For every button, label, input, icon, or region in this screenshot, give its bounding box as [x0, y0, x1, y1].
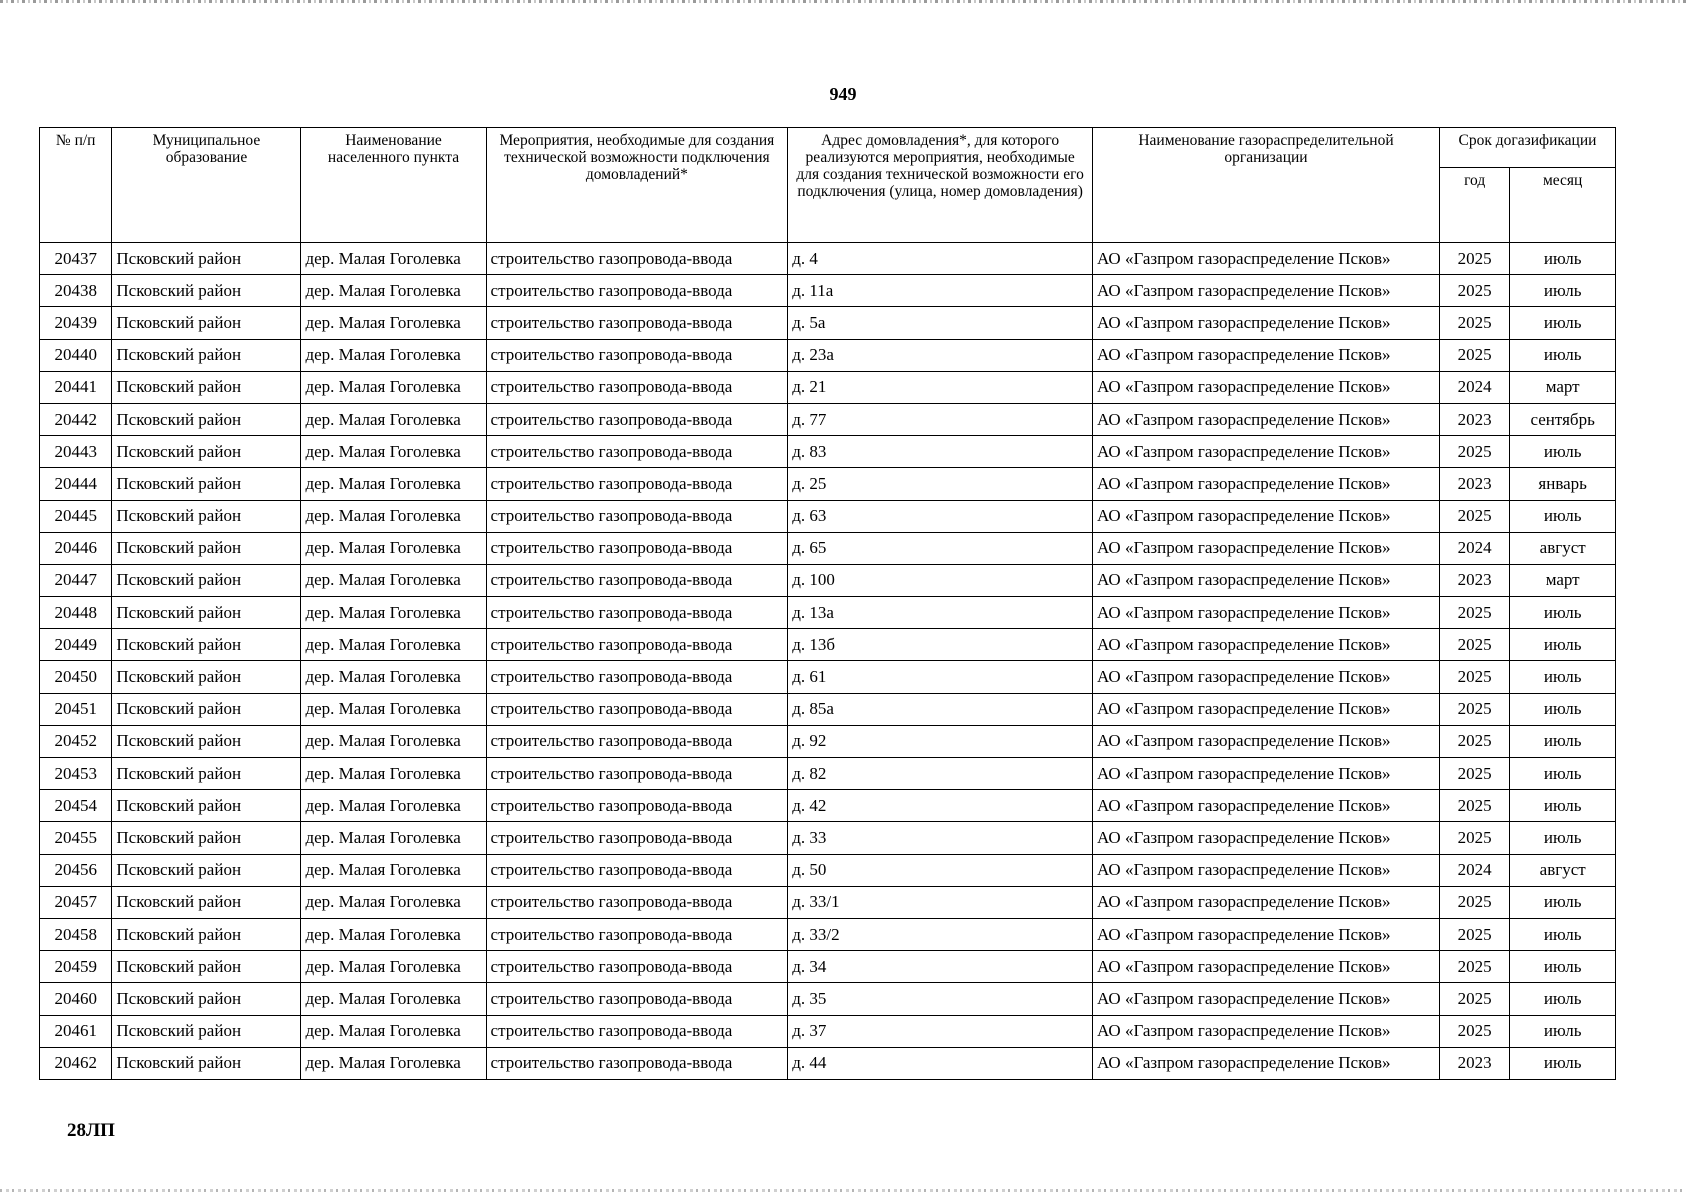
cell-address: д. 35 [788, 983, 1093, 1015]
cell-municipality: Псковский район [112, 758, 301, 790]
cell-municipality: Псковский район [112, 1015, 301, 1047]
cell-month: март [1510, 564, 1616, 596]
table-row [40, 500, 1616, 532]
cell-activity: строительство газопровода-ввода [486, 918, 788, 950]
cell-year: 2023 [1439, 468, 1509, 500]
cell-num: 20455 [40, 822, 112, 854]
cell-municipality: Псковский район [112, 822, 301, 854]
cell-address: д. 13а [788, 597, 1093, 629]
cell-month: июль [1510, 886, 1616, 918]
cell-activity: строительство газопровода-ввода [486, 371, 788, 403]
cell-organization: АО «Газпром газораспределение Псков» [1092, 436, 1439, 468]
cell-num: 20441 [40, 371, 112, 403]
cell-settlement: дер. Малая Гоголевка [301, 243, 486, 275]
cell-activity: строительство газопровода-ввода [486, 854, 788, 886]
cell-organization: АО «Газпром газораспределение Псков» [1092, 339, 1439, 371]
cell-settlement: дер. Малая Гоголевка [301, 371, 486, 403]
cell-address: д. 37 [788, 1015, 1093, 1047]
cell-municipality: Псковский район [112, 790, 301, 822]
table-row [40, 597, 1616, 629]
cell-municipality: Псковский район [112, 243, 301, 275]
cell-year: 2025 [1439, 918, 1509, 950]
cell-address: д. 100 [788, 564, 1093, 596]
header-settlement: Наименование населенного пункта [301, 128, 486, 243]
cell-settlement: дер. Малая Гоголевка [301, 854, 486, 886]
cell-settlement: дер. Малая Гоголевка [301, 822, 486, 854]
cell-settlement: дер. Малая Гоголевка [301, 436, 486, 468]
table-row [40, 629, 1616, 661]
cell-activity: строительство газопровода-ввода [486, 983, 788, 1015]
cell-activity: строительство газопровода-ввода [486, 307, 788, 339]
cell-address: д. 11а [788, 275, 1093, 307]
table-row [40, 275, 1616, 307]
cell-year: 2025 [1439, 243, 1509, 275]
cell-year: 2025 [1439, 629, 1509, 661]
header-activities: Мероприятия, необходимые для создания технической возможности подключения домовладений* [486, 128, 788, 243]
cell-municipality: Псковский район [112, 693, 301, 725]
cell-municipality: Псковский район [112, 983, 301, 1015]
cell-num: 20456 [40, 854, 112, 886]
cell-municipality: Псковский район [112, 468, 301, 500]
cell-num: 20459 [40, 951, 112, 983]
cell-num: 20461 [40, 1015, 112, 1047]
cell-num: 20442 [40, 403, 112, 435]
cell-activity: строительство газопровода-ввода [486, 629, 788, 661]
cell-address: д. 44 [788, 1047, 1093, 1079]
cell-month: июль [1510, 822, 1616, 854]
cell-month: июль [1510, 918, 1616, 950]
cell-month: июль [1510, 436, 1616, 468]
cell-address: д. 83 [788, 436, 1093, 468]
cell-settlement: дер. Малая Гоголевка [301, 597, 486, 629]
cell-num: 20460 [40, 983, 112, 1015]
cell-municipality: Псковский район [112, 1047, 301, 1079]
table-row [40, 1047, 1616, 1079]
cell-activity: строительство газопровода-ввода [486, 725, 788, 757]
cell-activity: строительство газопровода-ввода [486, 436, 788, 468]
cell-municipality: Псковский район [112, 597, 301, 629]
cell-year: 2025 [1439, 597, 1509, 629]
table-row [40, 854, 1616, 886]
cell-num: 20437 [40, 243, 112, 275]
header-year: год [1439, 168, 1509, 243]
cell-num: 20454 [40, 790, 112, 822]
table-row [40, 983, 1616, 1015]
cell-month: январь [1510, 468, 1616, 500]
cell-organization: АО «Газпром газораспределение Псков» [1092, 597, 1439, 629]
cell-month: июль [1510, 725, 1616, 757]
cell-num: 20457 [40, 886, 112, 918]
cell-month: июль [1510, 275, 1616, 307]
cell-month: июль [1510, 693, 1616, 725]
cell-month: июль [1510, 1047, 1616, 1079]
table-row [40, 725, 1616, 757]
cell-municipality: Псковский район [112, 307, 301, 339]
cell-organization: АО «Газпром газораспределение Псков» [1092, 822, 1439, 854]
cell-num: 20458 [40, 918, 112, 950]
table-row [40, 468, 1616, 500]
cell-municipality: Псковский район [112, 918, 301, 950]
cell-settlement: дер. Малая Гоголевка [301, 790, 486, 822]
cell-num: 20443 [40, 436, 112, 468]
cell-activity: строительство газопровода-ввода [486, 275, 788, 307]
cell-year: 2025 [1439, 822, 1509, 854]
cell-month: июль [1510, 951, 1616, 983]
header-address: Адрес домовладения*, для которого реализуются мероприятия, необходимые для создания технической возможности его подключения (улица, номер домовладения) [788, 128, 1093, 243]
cell-settlement: дер. Малая Гоголевка [301, 307, 486, 339]
cell-municipality: Псковский район [112, 661, 301, 693]
cell-settlement: дер. Малая Гоголевка [301, 500, 486, 532]
cell-municipality: Псковский район [112, 951, 301, 983]
table-row [40, 790, 1616, 822]
cell-year: 2025 [1439, 436, 1509, 468]
table-row [40, 758, 1616, 790]
cell-organization: АО «Газпром газораспределение Псков» [1092, 468, 1439, 500]
cell-organization: АО «Газпром газораспределение Псков» [1092, 307, 1439, 339]
cell-address: д. 5а [788, 307, 1093, 339]
cell-address: д. 33 [788, 822, 1093, 854]
cell-year: 2025 [1439, 725, 1509, 757]
cell-organization: АО «Газпром газораспределение Псков» [1092, 758, 1439, 790]
cell-year: 2025 [1439, 790, 1509, 822]
cell-year: 2025 [1439, 339, 1509, 371]
cell-organization: АО «Газпром газораспределение Псков» [1092, 629, 1439, 661]
cell-organization: АО «Газпром газораспределение Псков» [1092, 918, 1439, 950]
table-header [40, 128, 1616, 243]
cell-settlement: дер. Малая Гоголевка [301, 661, 486, 693]
cell-activity: строительство газопровода-ввода [486, 564, 788, 596]
table-row [40, 436, 1616, 468]
cell-month: июль [1510, 758, 1616, 790]
cell-municipality: Псковский район [112, 886, 301, 918]
cell-settlement: дер. Малая Гоголевка [301, 886, 486, 918]
cell-num: 20445 [40, 500, 112, 532]
cell-organization: АО «Газпром газораспределение Псков» [1092, 371, 1439, 403]
table-row [40, 307, 1616, 339]
cell-activity: строительство газопровода-ввода [486, 758, 788, 790]
cell-activity: строительство газопровода-ввода [486, 822, 788, 854]
cell-activity: строительство газопровода-ввода [486, 951, 788, 983]
cell-num: 20462 [40, 1047, 112, 1079]
header-municipality: Муниципальное образование [112, 128, 301, 243]
cell-year: 2024 [1439, 532, 1509, 564]
cell-num: 20453 [40, 758, 112, 790]
cell-year: 2023 [1439, 1047, 1509, 1079]
table-row [40, 1015, 1616, 1047]
cell-settlement: дер. Малая Гоголевка [301, 693, 486, 725]
cell-organization: АО «Газпром газораспределение Псков» [1092, 661, 1439, 693]
cell-organization: АО «Газпром газораспределение Псков» [1092, 790, 1439, 822]
cell-municipality: Псковский район [112, 436, 301, 468]
cell-address: д. 33/1 [788, 886, 1093, 918]
scan-edge-top [0, 0, 1686, 3]
cell-year: 2023 [1439, 564, 1509, 596]
cell-municipality: Псковский район [112, 532, 301, 564]
cell-settlement: дер. Малая Гоголевка [301, 468, 486, 500]
cell-num: 20449 [40, 629, 112, 661]
cell-municipality: Псковский район [112, 403, 301, 435]
header-month: месяц [1510, 168, 1616, 243]
cell-month: июль [1510, 307, 1616, 339]
cell-address: д. 42 [788, 790, 1093, 822]
page-number: 949 [829, 84, 857, 104]
cell-settlement: дер. Малая Гоголевка [301, 629, 486, 661]
cell-num: 20446 [40, 532, 112, 564]
cell-municipality: Псковский район [112, 564, 301, 596]
cell-month: август [1510, 854, 1616, 886]
cell-organization: АО «Газпром газораспределение Псков» [1092, 983, 1439, 1015]
cell-year: 2025 [1439, 758, 1509, 790]
cell-address: д. 50 [788, 854, 1093, 886]
table-row [40, 564, 1616, 596]
gasification-table [39, 127, 1616, 1080]
cell-month: июль [1510, 983, 1616, 1015]
cell-address: д. 61 [788, 661, 1093, 693]
cell-num: 20439 [40, 307, 112, 339]
cell-activity: строительство газопровода-ввода [486, 790, 788, 822]
cell-address: д. 23а [788, 339, 1093, 371]
cell-month: июль [1510, 661, 1616, 693]
scan-edge-bottom [0, 1189, 1686, 1192]
cell-num: 20447 [40, 564, 112, 596]
cell-year: 2025 [1439, 500, 1509, 532]
cell-activity: строительство газопровода-ввода [486, 243, 788, 275]
cell-activity: строительство газопровода-ввода [486, 1015, 788, 1047]
cell-settlement: дер. Малая Гоголевка [301, 951, 486, 983]
cell-municipality: Псковский район [112, 500, 301, 532]
cell-num: 20448 [40, 597, 112, 629]
cell-settlement: дер. Малая Гоголевка [301, 403, 486, 435]
cell-address: д. 25 [788, 468, 1093, 500]
cell-settlement: дер. Малая Гоголевка [301, 275, 486, 307]
cell-settlement: дер. Малая Гоголевка [301, 339, 486, 371]
cell-num: 20444 [40, 468, 112, 500]
cell-activity: строительство газопровода-ввода [486, 886, 788, 918]
table-row [40, 822, 1616, 854]
header-num: № п/п [40, 128, 112, 243]
cell-organization: АО «Газпром газораспределение Псков» [1092, 564, 1439, 596]
cell-month: июль [1510, 500, 1616, 532]
cell-year: 2025 [1439, 951, 1509, 983]
cell-address: д. 65 [788, 532, 1093, 564]
cell-year: 2025 [1439, 886, 1509, 918]
cell-num: 20450 [40, 661, 112, 693]
table-row [40, 693, 1616, 725]
cell-organization: АО «Газпром газораспределение Псков» [1092, 532, 1439, 564]
cell-municipality: Псковский район [112, 371, 301, 403]
cell-month: июль [1510, 339, 1616, 371]
cell-address: д. 33/2 [788, 918, 1093, 950]
cell-activity: строительство газопровода-ввода [486, 403, 788, 435]
cell-settlement: дер. Малая Гоголевка [301, 1047, 486, 1079]
cell-year: 2025 [1439, 983, 1509, 1015]
cell-month: июль [1510, 790, 1616, 822]
cell-month: август [1510, 532, 1616, 564]
header-term: Срок догазификации [1439, 128, 1615, 168]
table-row [40, 532, 1616, 564]
table-row [40, 661, 1616, 693]
cell-address: д. 63 [788, 500, 1093, 532]
cell-organization: АО «Газпром газораспределение Псков» [1092, 1047, 1439, 1079]
cell-year: 2025 [1439, 661, 1509, 693]
cell-activity: строительство газопровода-ввода [486, 339, 788, 371]
cell-organization: АО «Газпром газораспределение Псков» [1092, 1015, 1439, 1047]
cell-organization: АО «Газпром газораспределение Псков» [1092, 951, 1439, 983]
cell-settlement: дер. Малая Гоголевка [301, 725, 486, 757]
table-row [40, 918, 1616, 950]
cell-municipality: Псковский район [112, 275, 301, 307]
cell-organization: АО «Газпром газораспределение Псков» [1092, 693, 1439, 725]
cell-address: д. 85а [788, 693, 1093, 725]
table-row [40, 371, 1616, 403]
cell-month: март [1510, 371, 1616, 403]
table-row [40, 339, 1616, 371]
cell-activity: строительство газопровода-ввода [486, 693, 788, 725]
cell-year: 2025 [1439, 1015, 1509, 1047]
cell-municipality: Псковский район [112, 339, 301, 371]
cell-address: д. 92 [788, 725, 1093, 757]
cell-settlement: дер. Малая Гоголевка [301, 564, 486, 596]
footer-code: 28ЛП [67, 1120, 115, 1141]
cell-activity: строительство газопровода-ввода [486, 597, 788, 629]
cell-year: 2023 [1439, 403, 1509, 435]
table-row [40, 951, 1616, 983]
cell-settlement: дер. Малая Гоголевка [301, 758, 486, 790]
cell-organization: АО «Газпром газораспределение Псков» [1092, 275, 1439, 307]
cell-address: д. 4 [788, 243, 1093, 275]
table-body [40, 243, 1616, 1080]
cell-organization: АО «Газпром газораспределение Псков» [1092, 886, 1439, 918]
cell-num: 20452 [40, 725, 112, 757]
cell-municipality: Псковский район [112, 725, 301, 757]
cell-month: сентябрь [1510, 403, 1616, 435]
cell-month: июль [1510, 597, 1616, 629]
cell-activity: строительство газопровода-ввода [486, 1047, 788, 1079]
table-row [40, 886, 1616, 918]
cell-address: д. 77 [788, 403, 1093, 435]
table-row [40, 403, 1616, 435]
cell-num: 20451 [40, 693, 112, 725]
cell-organization: АО «Газпром газораспределение Псков» [1092, 854, 1439, 886]
cell-settlement: дер. Малая Гоголевка [301, 1015, 486, 1047]
cell-organization: АО «Газпром газораспределение Псков» [1092, 500, 1439, 532]
cell-address: д. 21 [788, 371, 1093, 403]
cell-year: 2025 [1439, 275, 1509, 307]
cell-year: 2025 [1439, 307, 1509, 339]
cell-settlement: дер. Малая Гоголевка [301, 983, 486, 1015]
cell-year: 2025 [1439, 693, 1509, 725]
cell-organization: АО «Газпром газораспределение Псков» [1092, 243, 1439, 275]
cell-activity: строительство газопровода-ввода [486, 468, 788, 500]
cell-settlement: дер. Малая Гоголевка [301, 532, 486, 564]
cell-address: д. 34 [788, 951, 1093, 983]
cell-num: 20440 [40, 339, 112, 371]
cell-month: июль [1510, 1015, 1616, 1047]
table-row [40, 243, 1616, 275]
cell-address: д. 13б [788, 629, 1093, 661]
cell-month: июль [1510, 629, 1616, 661]
cell-address: д. 82 [788, 758, 1093, 790]
cell-year: 2024 [1439, 371, 1509, 403]
cell-municipality: Псковский район [112, 629, 301, 661]
cell-year: 2024 [1439, 854, 1509, 886]
cell-settlement: дер. Малая Гоголевка [301, 918, 486, 950]
cell-organization: АО «Газпром газораспределение Псков» [1092, 725, 1439, 757]
cell-activity: строительство газопровода-ввода [486, 500, 788, 532]
cell-organization: АО «Газпром газораспределение Псков» [1092, 403, 1439, 435]
cell-activity: строительство газопровода-ввода [486, 661, 788, 693]
cell-month: июль [1510, 243, 1616, 275]
cell-num: 20438 [40, 275, 112, 307]
cell-municipality: Псковский район [112, 854, 301, 886]
cell-activity: строительство газопровода-ввода [486, 532, 788, 564]
header-organization: Наименование газораспределительной организации [1092, 128, 1439, 243]
